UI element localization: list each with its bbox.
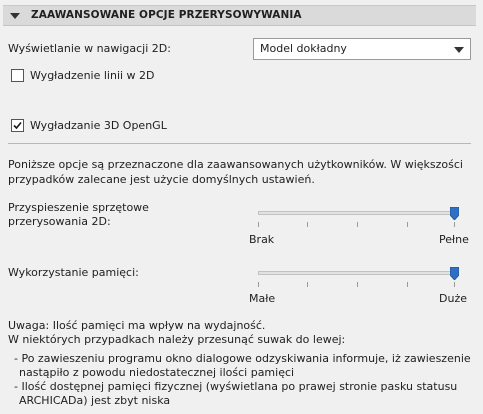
memory-slider-ticks: [258, 282, 458, 288]
warning-bullet1-line2: nastąpiło z powodu niedostatecznej ilości pamięci: [19, 366, 295, 379]
advanced-notice-line1: Poniższe opcje są przeznaczone dla zaawansowanych użytkowników. W większości: [8, 158, 463, 171]
smoothing-2d-checkbox[interactable]: [11, 69, 24, 82]
warning-bullet2-line1: - Ilość dostępnej pamięci fizycznej (wyświetlana po prawej stronie pasku statusu: [14, 380, 458, 393]
navigation-display-dropdown[interactable]: [253, 38, 471, 60]
memory-slider-track[interactable]: [258, 271, 458, 275]
smoothing-2d-label: Wygładzenie linii w 2D: [30, 69, 155, 82]
hw-accel-slider-track[interactable]: [258, 211, 458, 215]
memory-max-label: Duże: [439, 292, 467, 305]
section-divider: [8, 143, 471, 144]
chevron-down-icon: [454, 47, 464, 53]
smoothing-3d-label: Wygładzanie 3D OpenGL: [30, 119, 167, 132]
warning-line2: W niektórych przypadkach należy przesunąć suwak do lewej:: [8, 333, 346, 346]
navigation-display-value: Model dokładny: [260, 42, 347, 55]
memory-slider-thumb[interactable]: [450, 267, 459, 280]
hw-accel-max-label: Pełne: [439, 233, 469, 246]
advanced-notice-line2: przypadków zalecane jest użycie domyślnych ustawień.: [8, 173, 315, 186]
hw-accel-label-line1: Przyspieszenie sprzętowe: [8, 201, 149, 214]
memory-usage-label: Wykorzystanie pamięci:: [8, 266, 139, 279]
checkmark-icon: [12, 120, 23, 131]
smoothing-3d-checkbox[interactable]: [11, 119, 24, 132]
section-title: ZAAWANSOWANE OPCJE PRZERYSOWYWANIA: [31, 9, 302, 21]
hw-accel-slider-ticks: [258, 222, 458, 228]
warning-line1: Uwaga: Ilość pamięci ma wpływ na wydajność.: [8, 319, 266, 332]
section-header[interactable]: [3, 5, 476, 26]
hw-accel-min-label: Brak: [249, 233, 275, 246]
collapse-triangle-icon[interactable]: [10, 13, 20, 19]
hw-accel-label-line2: przerysowania 2D:: [8, 215, 111, 228]
warning-bullet1-line1: - Po zawieszeniu programu okno dialogowe odzyskiwania informuje, iż zawieszenie: [14, 352, 471, 365]
warning-bullet2-line2: ARCHICADa) jest zbyt niska: [19, 394, 171, 407]
hw-accel-slider-thumb[interactable]: [450, 207, 459, 220]
navigation-display-label: Wyświetlanie w nawigacji 2D:: [8, 42, 171, 55]
memory-min-label: Małe: [249, 292, 276, 305]
